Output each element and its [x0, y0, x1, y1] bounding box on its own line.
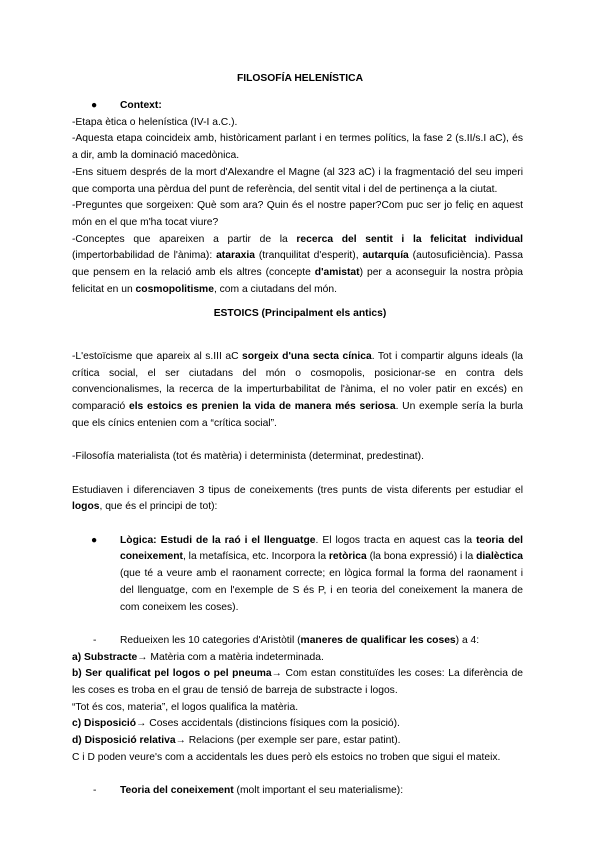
context-section	[72, 98, 523, 298]
category-d: d) Disposició relativa→ Relacions (per exemple ser pare, estar patint).	[72, 735, 401, 747]
category-b-quote: “Tot és cos, materia”, el logos qualifica la matèria.	[72, 701, 299, 713]
logic-bullet: ● Lògica: Estudi de la raó i el llenguatge. El logos tracta en aquest cas la teoria del coneixement, la metafísica, etc. Incorpora la retòrica (la bona expressió) i la dialèctica (que té a veure amb el raonament correcte; en lògica formal la forma del raonament i del llenguatge, com en l'exemple de S és P, i en teoria del coneixement la manera de com coneixem les coses).	[91, 534, 523, 613]
categories-note: C i D poden veure's com a accidentals les dues però els estoics no troben que sigui el mateix.	[72, 751, 501, 763]
stoics-section	[72, 349, 523, 800]
context-line: -Aquesta etapa coincideix amb, històricament parlant i en termes polítics, la fase 2 (s.II/s.I aC), és a dir, amb la dominació macedònica.	[72, 133, 523, 162]
document-title: FILOSOFÍA HELENÍSTICA	[236, 73, 364, 84]
stoics-paragraph: Estudiaven i diferenciaven 3 tipus de coneixements (tres punts de vista diferents per estudiar el logos, que és el principi de tot):	[72, 484, 523, 513]
context-line: -Etapa ètica o helenística (IV-I a.C.).	[72, 116, 238, 128]
context-line: -Ens situem després de la mort d'Alexandre el Magne (al 323 aC) i la fragmentació del seu imperi que comporta una pèrdua del punt de referència, del sentit vital i del de pertinença a la ciutat.	[72, 166, 523, 195]
category-c: c) Disposició→ Coses accidentals (distincions físiques com la posició).	[72, 718, 400, 730]
bullet-icon: ●	[91, 100, 98, 111]
bullet-icon: ●	[91, 534, 98, 546]
dash-icon: -	[93, 634, 97, 646]
dash-icon: -	[93, 785, 97, 797]
categories-dash-item: - Redueixen les 10 categories d'Aristòtil (maneres de qualificar les coses) a 4:	[72, 633, 523, 650]
category-a: a) Substracte→ Matèria com a matèria indeterminada.	[72, 651, 324, 663]
stoics-heading: ESTOICS (Principalment els antics)	[213, 308, 387, 319]
stoics-paragraph: -L'estoïcisme que apareix al s.III aC sorgeix d'una secta cínica. Tot i compartir alguns ideals (la crítica social, el ser ciutadans del món o cosmopolis, posicionar-se en contra dels convencionalismes, la recerca de la imperturbabilitat de l'ànima, el no voler patir en excés) en comparació els estoics es prenien la vida de manera més seriosa. Un exemple sería la burla que els cínics entenien com a “crítica social”.	[72, 351, 523, 429]
stoics-paragraph: -Filosofía materialista (tot és matèria) i determinista (determinat, predestinat).	[72, 451, 424, 463]
context-heading: ● Context:	[72, 98, 523, 115]
theory-dash-item: - Teoria del coneixement (molt important el seu materialisme):	[72, 783, 523, 800]
context-line: -Conceptes que apareixen a partir de la recerca del sentit i la felicitat individual (impertorbabilidad de l'ànima): ataraxia (tranquilitat d'esperit), autarquía (autosuficiència). Passa que pensem en la relació amb els altres (concepte d'amistat) per a aconseguir la nostra pròpia felicitat en un cosmopolitisme, com a ciutadans del món.	[72, 233, 523, 295]
category-b: b) Ser qualificat pel logos o pel pneuma→ Com estan constituïdes les coses: La diferència de les coses es troba en el grau de tensió de barreja de substracte i logos.	[72, 668, 523, 696]
context-line: -Preguntes que sorgeixen: Què som ara? Quin és el nostre paper?Com puc ser jo feliç en aquest món en el que m'ha tocat viure?	[72, 200, 523, 228]
